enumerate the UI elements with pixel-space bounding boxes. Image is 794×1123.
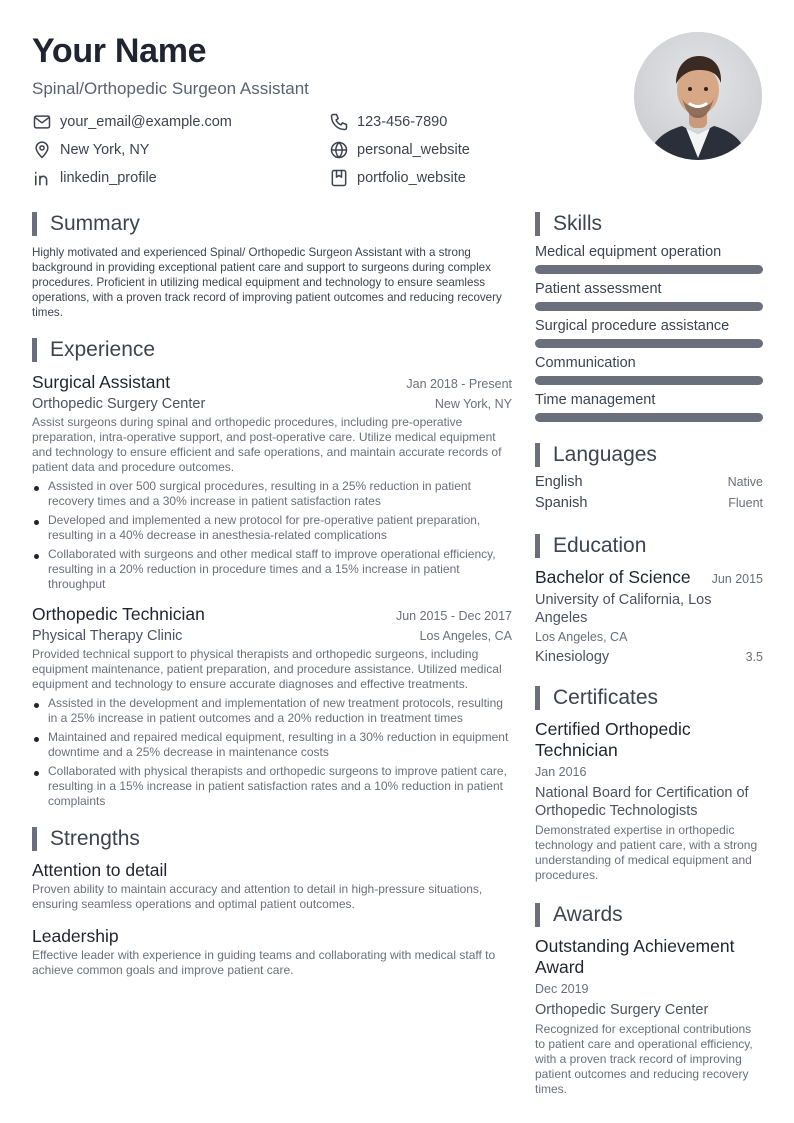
candidate-name: Your Name [32, 32, 207, 70]
skill-item [535, 280, 763, 311]
certificates-heading: Certificates [535, 685, 763, 711]
job-title: Surgical Assistant [32, 372, 171, 392]
job-title: Orthopedic Technician [32, 604, 205, 624]
languages-list [535, 474, 763, 511]
main-column [32, 211, 512, 978]
school-name: University of California, Los Angeles [535, 592, 712, 626]
resume-header [32, 30, 592, 100]
contact-phone[interactable] [329, 112, 447, 132]
skill-level-bar [535, 376, 763, 385]
skill-name: Patient assessment [535, 281, 662, 297]
strength-item [32, 859, 512, 912]
education-entry [535, 567, 763, 666]
summary-text: Highly motivated and experienced Spinal/ Orthopedic Surgeon Assistant with a strong background in providing exceptional patient care and support to surgeons during complex procedures. Proficient in utilizing medical equipment and technology to ensure seamless operations, with a proven track record of improving patient outcomes and reducing recovery times. [32, 246, 502, 319]
skill-level-bar [535, 265, 763, 274]
job-description: Provided technical support to physical therapists and orthopedic surgeons, including equipment maintenance, patient preparation, and procedure assistance. Utilized medical equipment and technology to ensure accurate diagnoses and effective treatments. [32, 647, 502, 691]
job-location: Los Angeles, CA [419, 629, 512, 643]
email-text: your_email@example.com [60, 114, 232, 130]
skill-name: Communication [535, 355, 636, 371]
language-level: Fluent [728, 496, 763, 510]
list-item: Collaborated with surgeons and other medical staff to improve operational efficiency, resulting in a 20% reduction in procedure times and a 15% increase in patient throughput [32, 547, 512, 592]
job-company: Physical Therapy Clinic [32, 628, 183, 644]
list-item: Maintained and repaired medical equipment, resulting in a 30% reduction in equipment downtime and a 25% decrease in maintenance costs [32, 730, 512, 760]
strength-item [32, 925, 512, 978]
language-item [535, 474, 763, 490]
skill-item [535, 317, 763, 348]
strength-description: Proven ability to maintain accuracy and attention to detail in high-pressure situations, ensuring seamless operations and optimal patient outcomes. [32, 882, 483, 911]
skill-item [535, 391, 763, 422]
contact-location [32, 140, 149, 160]
skill-name: Surgical procedure assistance [535, 318, 730, 334]
certificate-entry [535, 719, 763, 883]
bookmark-icon [329, 168, 349, 188]
skill-item [535, 354, 763, 385]
job-entry [32, 603, 512, 809]
list-item: Developed and implemented a new protocol for pre-operative patient preparation, resulting in a 40% decrease in anesthesia-related complications [32, 513, 512, 543]
skill-level-bar [535, 302, 763, 311]
awards-heading: Awards [535, 902, 763, 928]
degree: Bachelor of Science [535, 567, 691, 587]
school-location: Los Angeles, CA [535, 630, 628, 644]
language-item [535, 495, 763, 511]
list-item: Assisted in over 500 surgical procedures, resulting in a 25% reduction in patient recovery times and a 30% increase in patient satisfaction rates [32, 479, 512, 509]
certificate-name: Certified Orthopedic Technician [535, 719, 691, 760]
contact-email[interactable] [32, 112, 232, 132]
strength-description: Effective leader with experience in guiding teams and collaborating with medical staff to achieve common goals and improve patient care. [32, 948, 496, 977]
strength-title: Leadership [32, 926, 119, 946]
gpa: 3.5 [745, 650, 763, 664]
award-name: Outstanding Achievement Award [535, 936, 735, 977]
award-description: Recognized for exceptional contributions to patient care and operational efficiency, with a proven track record of improving patient outcomes and reducing recovery times. [535, 1022, 753, 1096]
contact-portfolio[interactable] [329, 168, 466, 188]
location-text: New York, NY [60, 142, 150, 158]
profile-photo [634, 32, 762, 160]
globe-icon [329, 140, 349, 160]
award-entry [535, 936, 763, 1097]
language-level: Native [727, 475, 763, 489]
skill-level-bar [535, 339, 763, 348]
language-name: Spanish [535, 495, 588, 511]
job-dates: Jan 2018 - Present [406, 377, 512, 391]
contact-linkedin[interactable] [32, 168, 157, 188]
experience-heading: Experience [32, 337, 512, 363]
skill-name: Time management [535, 392, 656, 408]
skills-list [535, 243, 763, 422]
strength-title: Attention to detail [32, 860, 168, 880]
linkedin-icon [32, 168, 52, 188]
summary-heading: Summary [32, 211, 512, 237]
job-description: Assist surgeons during spinal and orthopedic procedures, including pre-operative preparation, intra-operative support, and post-operative care. Utilize medical equipment and technology to ensure efficient and safe operations, and maintain accurate records of patient data and procedure outcomes. [32, 415, 502, 474]
education-heading: Education [535, 533, 763, 559]
contact-website[interactable] [329, 140, 470, 160]
job-location: New York, NY [434, 397, 512, 411]
job-entry [32, 371, 512, 592]
certificate-description: Demonstrated expertise in orthopedic technology and patient care, with a strong understanding of medical equipment and procedures. [535, 823, 758, 882]
job-dates: Jun 2015 - Dec 2017 [395, 609, 512, 623]
skill-item [535, 243, 763, 274]
website-text: personal_website [357, 142, 470, 158]
field-of-study: Kinesiology [535, 649, 610, 665]
phone-text: 123-456-7890 [357, 114, 448, 130]
list-item: Collaborated with physical therapists and orthopedic surgeons to improve patient care, resulting in a 15% increase in patient satisfaction rates and a 10% reduction in patient complaints [32, 764, 512, 809]
award-date: Dec 2019 [535, 982, 589, 996]
skill-level-bar [535, 413, 763, 422]
location-pin-icon [32, 140, 52, 160]
job-company: Orthopedic Surgery Center [32, 396, 206, 412]
graduation-date: Jun 2015 [711, 572, 763, 586]
job-bullets [32, 696, 512, 809]
skills-heading: Skills [535, 211, 763, 237]
skill-name: Medical equipment operation [535, 244, 722, 260]
language-name: English [535, 474, 583, 490]
languages-heading: Languages [535, 442, 763, 468]
portfolio-text: portfolio_website [357, 170, 466, 186]
linkedin-text: linkedin_profile [60, 170, 157, 186]
job-bullets [32, 479, 512, 592]
side-column [535, 211, 763, 1097]
certificate-issuer: National Board for Certification of Orthopedic Technologists [535, 785, 749, 819]
phone-icon [329, 112, 349, 132]
mail-icon [32, 112, 52, 132]
award-issuer: Orthopedic Surgery Center [535, 1002, 709, 1018]
candidate-role: Spinal/Orthopedic Surgeon Assistant [32, 79, 309, 98]
strengths-heading: Strengths [32, 826, 512, 852]
avatar [634, 32, 762, 160]
certificate-date: Jan 2016 [535, 765, 587, 779]
list-item: Assisted in the development and implementation of new treatment protocols, resulting in a 25% increase in patient outcomes and a 20% reduction in treatment times [32, 696, 512, 726]
